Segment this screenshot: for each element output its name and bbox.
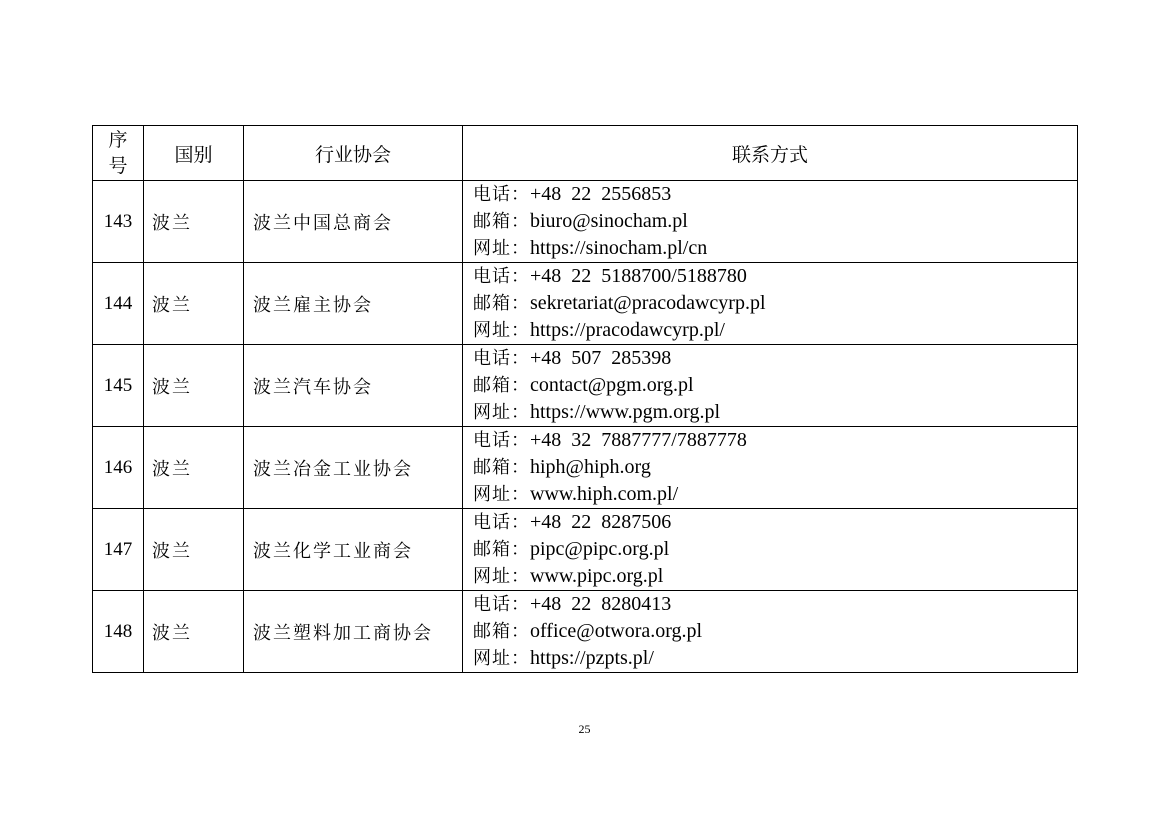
header-serial-number <box>93 126 144 181</box>
row-country: 波兰 <box>144 181 244 263</box>
header-serial-number-line2: 号 <box>108 155 128 177</box>
email-label: 邮箱： <box>473 375 530 396</box>
row-association: 波兰塑料加工商协会 <box>244 591 463 673</box>
row-contact <box>463 181 1078 263</box>
contact-website <box>473 645 1077 672</box>
email-value: contact@pgm.org.pl <box>530 374 694 396</box>
website-label: 网址： <box>473 238 530 259</box>
contact-email <box>473 290 1077 317</box>
website-value: https://pracodawcyrp.pl/ <box>530 319 725 341</box>
website-value: https://sinocham.pl/cn <box>530 237 708 259</box>
header-association: 行业协会 <box>244 126 463 181</box>
header-contact: 联系方式 <box>463 126 1078 181</box>
table-row <box>93 509 1078 591</box>
website-value: https://www.pgm.org.pl <box>530 401 721 423</box>
row-association: 波兰冶金工业协会 <box>244 427 463 509</box>
row-country: 波兰 <box>144 591 244 673</box>
contact-email <box>473 536 1077 563</box>
row-number: 147 <box>93 509 144 591</box>
row-association: 波兰化学工业商会 <box>244 509 463 591</box>
header-serial-number-line1: 序 <box>108 129 128 151</box>
contact-email <box>473 372 1077 399</box>
page-number: 25 <box>578 722 591 736</box>
phone-value: +48 22 8287506 <box>530 511 672 533</box>
contact-email <box>473 208 1077 235</box>
email-label: 邮箱： <box>473 457 530 478</box>
row-contact <box>463 591 1078 673</box>
email-value: biuro@sinocham.pl <box>530 210 688 232</box>
contact-website <box>473 399 1077 426</box>
website-label: 网址： <box>473 484 530 505</box>
table-row <box>93 263 1078 345</box>
contact-phone <box>473 591 1077 618</box>
row-number: 148 <box>93 591 144 673</box>
email-value: pipc@pipc.org.pl <box>530 538 670 560</box>
website-value: www.hiph.com.pl/ <box>530 483 679 505</box>
row-number: 146 <box>93 427 144 509</box>
phone-value: +48 22 8280413 <box>530 593 672 615</box>
row-country: 波兰 <box>144 345 244 427</box>
table-row <box>93 181 1078 263</box>
website-value: https://pzpts.pl/ <box>530 647 654 669</box>
row-number: 143 <box>93 181 144 263</box>
phone-value: +48 507 285398 <box>530 347 672 369</box>
association-table <box>92 125 1078 673</box>
row-country: 波兰 <box>144 509 244 591</box>
website-label: 网址： <box>473 648 530 669</box>
contact-website <box>473 563 1077 590</box>
website-value: www.pipc.org.pl <box>530 565 664 587</box>
row-country: 波兰 <box>144 427 244 509</box>
contact-phone <box>473 509 1077 536</box>
row-contact <box>463 427 1078 509</box>
phone-value: +48 32 7887777/7887778 <box>530 429 747 451</box>
contact-website <box>473 481 1077 508</box>
email-value: hiph@hiph.org <box>530 456 651 478</box>
row-contact <box>463 345 1078 427</box>
phone-label: 电话： <box>473 594 530 615</box>
table-row <box>93 427 1078 509</box>
row-contact <box>463 509 1078 591</box>
phone-label: 电话： <box>473 348 530 369</box>
email-label: 邮箱： <box>473 293 530 314</box>
contact-phone <box>473 181 1077 208</box>
website-label: 网址： <box>473 402 530 423</box>
table-header-row <box>93 126 1078 181</box>
row-contact <box>463 263 1078 345</box>
contact-phone <box>473 263 1077 290</box>
contact-email <box>473 618 1077 645</box>
phone-label: 电话： <box>473 266 530 287</box>
header-country: 国别 <box>144 126 244 181</box>
contact-phone <box>473 345 1077 372</box>
phone-label: 电话： <box>473 184 530 205</box>
contact-email <box>473 454 1077 481</box>
row-association: 波兰汽车协会 <box>244 345 463 427</box>
contact-phone <box>473 427 1077 454</box>
phone-label: 电话： <box>473 512 530 533</box>
row-country: 波兰 <box>144 263 244 345</box>
email-label: 邮箱： <box>473 211 530 232</box>
table-row <box>93 591 1078 673</box>
row-association: 波兰中国总商会 <box>244 181 463 263</box>
table-body <box>93 181 1078 673</box>
email-value: office@otwora.org.pl <box>530 620 703 642</box>
email-value: sekretariat@pracodawcyrp.pl <box>530 292 766 314</box>
phone-value: +48 22 2556853 <box>530 183 672 205</box>
email-label: 邮箱： <box>473 539 530 560</box>
table-row <box>93 345 1078 427</box>
website-label: 网址： <box>473 320 530 341</box>
row-number: 145 <box>93 345 144 427</box>
phone-value: +48 22 5188700/5188780 <box>530 265 747 287</box>
email-label: 邮箱： <box>473 621 530 642</box>
row-number: 144 <box>93 263 144 345</box>
contact-website <box>473 235 1077 262</box>
row-association: 波兰雇主协会 <box>244 263 463 345</box>
phone-label: 电话： <box>473 430 530 451</box>
contact-website <box>473 317 1077 344</box>
website-label: 网址： <box>473 566 530 587</box>
